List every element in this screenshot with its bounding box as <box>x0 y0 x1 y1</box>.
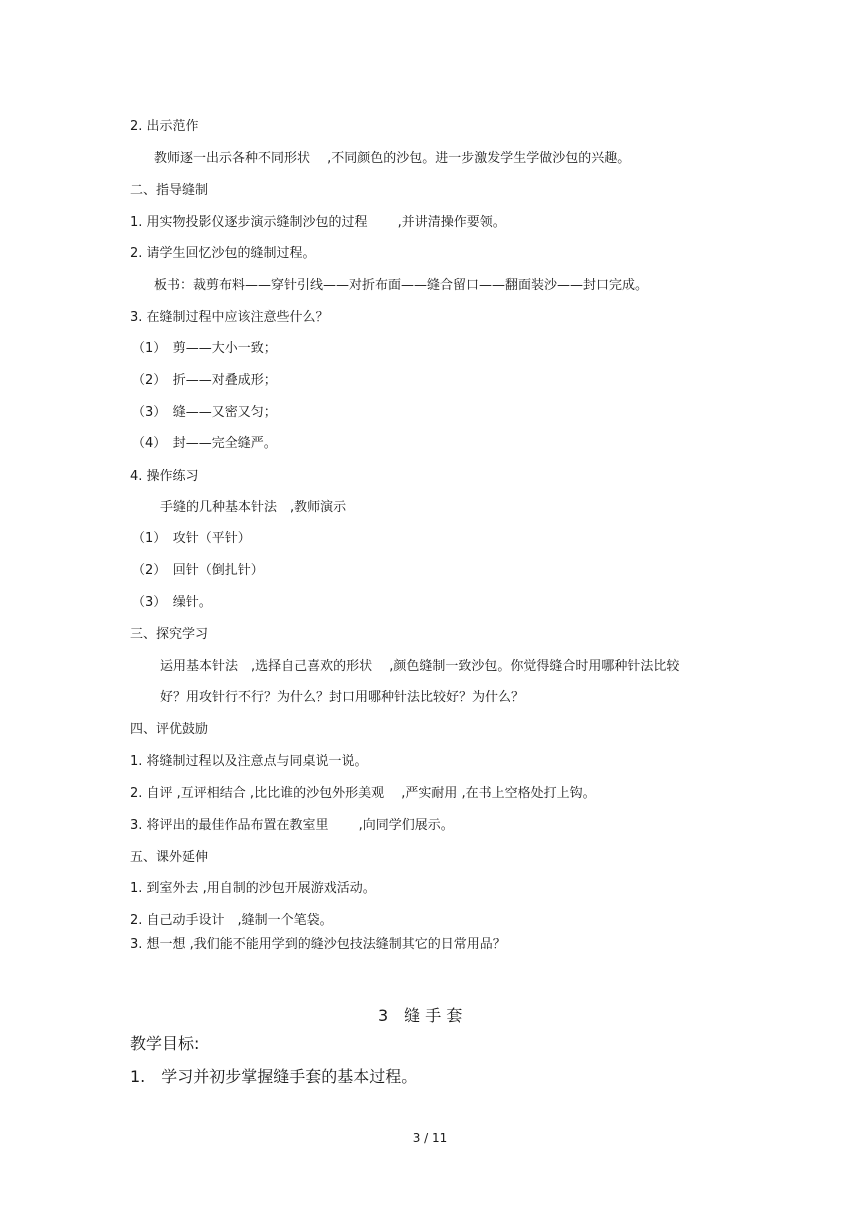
sub-item: （2） 折——对叠成形； <box>132 373 277 388</box>
sub-item: （1） 剪——大小一致； <box>132 341 277 356</box>
goals-heading: 教学目标: <box>130 1034 200 1053</box>
section-heading: 四、评优鼓励 <box>130 722 209 737</box>
section-heading: 二、指导缝制 <box>130 183 209 198</box>
list-item: 4. 操作练习 <box>130 469 199 484</box>
list-item: 2. 自己动手设计 ,缝制一个笔袋。 <box>130 913 333 928</box>
sub-item: （2） 回针（倒扎针） <box>132 563 264 578</box>
sub-item: （1） 攻针（平针） <box>132 531 251 546</box>
page-number: 3 / 11 <box>412 1131 448 1145</box>
list-item: 1. 用实物投影仪逐步演示缝制沙包的过程 ,并讲清操作要领。 <box>130 215 506 230</box>
list-item: 3. 将评出的最佳作品布置在教室里 ,向同学们展示。 <box>130 818 454 833</box>
goal-item: 1. 学习并初步掌握缝手套的基本过程。 <box>130 1067 418 1086</box>
section-heading: 三、探究学习 <box>130 627 209 642</box>
paragraph: 好？用攻针行不行？为什么？封口用哪种针法比较好？为什么？ <box>160 690 525 705</box>
list-item: 2. 请学生回忆沙包的缝制过程。 <box>130 246 316 261</box>
paragraph: 运用基本针法 ,选择自己喜欢的形状 ,颜色缝制一致沙包。你觉得缝合时用哪种针法比较 <box>160 659 680 674</box>
list-item: 1. 到室外去 ,用自制的沙包开展游戏活动。 <box>130 881 376 896</box>
sub-item: （3） 缝——又密又匀； <box>132 405 277 420</box>
sub-item: （3） 缲针。 <box>132 595 212 610</box>
section-heading: 五、课外延伸 <box>130 850 209 865</box>
paragraph: 手缝的几种基本针法 ,教师演示 <box>160 500 347 515</box>
list-item: 2. 自评 ,互评相结合 ,比比谁的沙包外形美观 ,严实耐用 ,在书上空格处打上钩。 <box>130 786 596 801</box>
lesson-title: 3 缝 手 套 <box>378 1006 463 1025</box>
list-item: 3. 想一想 ,我们能不能用学到的缝沙包技法缝制其它的日常用品？ <box>130 937 506 952</box>
list-item: 3. 在缝制过程中应该注意些什么？ <box>130 310 329 325</box>
list-item: 1. 将缝制过程以及注意点与同桌说一说。 <box>130 754 368 769</box>
paragraph: 教师逐一出示各种不同形状 ,不同颜色的沙包。进一步激发学生学做沙包的兴趣。 <box>154 151 631 166</box>
heading-show-samples: 2. 出示范作 <box>130 119 199 134</box>
blackboard-text: 板书：裁剪布料——穿针引线——对折布面——缝合留口——翻面装沙——封口完成。 <box>154 278 649 293</box>
sub-item: （4） 封——完全缝严。 <box>132 436 277 451</box>
